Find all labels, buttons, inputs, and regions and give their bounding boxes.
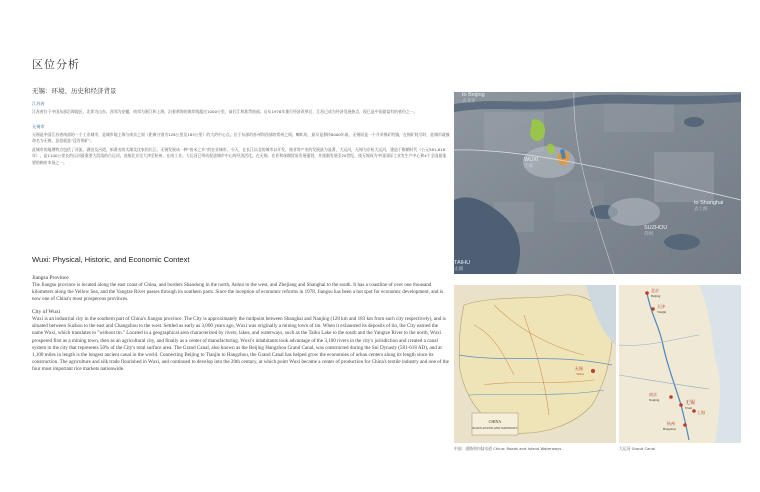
china-roads-waterways-map xyxy=(454,285,616,443)
tianjin-label-cn: 天津 xyxy=(657,304,665,309)
label-taihu: TAIHU 太湖 xyxy=(454,260,471,272)
beijing-label-cn: 北京 xyxy=(651,288,659,293)
canal-map-caption: 大运河 Grand Canal xyxy=(619,446,656,451)
aerial-map-graphic xyxy=(454,92,741,274)
chinese-text-section xyxy=(32,86,450,167)
map-legend-subtitle: ROADS AND INLAND WATERWAYS xyxy=(472,427,518,430)
beijing-marker xyxy=(645,291,649,295)
label-wuxi: WUXI 无锡 xyxy=(524,157,539,169)
tianjin-marker xyxy=(651,307,655,311)
label-to-shanghai: to Shanghai 去上海 xyxy=(694,200,724,212)
english-jiangsu-heading: Jiangsu Province xyxy=(32,275,69,281)
wuxi-label-cn: 无锡 xyxy=(574,366,583,371)
english-wuxi-heading: City of Wuxi xyxy=(32,309,61,316)
english-wuxi-paragraph: Wuxi is an industrial city in the southern part of China's Jiangsu province. The City is approximately the midpoint between Shanghai and Nanjing (128 km and 183 km from each city respectively), and is situated between Suzhou to the east and Changzhou to the west. Settled as early as 3,000 years ago, Wuxi was originally a mining town of tin. When it exhausted its deposits of tin, the City earned the name Wuxi, which translates to "without tin." Located in a geographical area characterized by rivers, lakes, and waterways, such as the Taihu Lake to the south and the Yangtze River to the north, Wuxi prospered first as a mining town, then as an agricultural city, and finally as a center of manufacturing. Wuxi's inhabitants took advantage of the 3,100 rivers in the city's jurisdiction and created a canal system in the city that represents 50% of the City's total surface area. The Grand Canal, also known as the Beijing Hangzhou Grand Canal, was constructed during the Sui Dynasty (581-618 AD), and at 1,100 miles in length is the longest ancient canal in the world. Connecting Beijing to Tianjin to Hangzhou, the Grand Canal has helped grow the economies of urban centers along its length since its construction. The agriculture and silk trade flourished in Wuxi, and continued to develop into the 20th century, at which point Wuxi became a center of production for China's textile industry and one of the four most important rice markets nationwide. xyxy=(32,316,449,372)
chinese-wuxi-paragraph-1: 无锡是中国江苏省南部的一个工业城市，是城市地上海与南京之间（距离分别为128公里及183公里）的大约中心点。位于东部的苏州和西部的常州之间。喇叭坊，最早是那样8000年前，无锡原是一个开采锡矿的镇，在锡矿耗尽时，此城市就被命名为无锡，意思就是“没有锡矿”。 xyxy=(32,131,450,144)
label-to-beijing: to Beijing 去北京 xyxy=(462,92,485,104)
chinese-jiangsu-heading: 江苏省 xyxy=(32,101,45,106)
wuxi-label-en: Wuxi xyxy=(576,372,584,376)
chinese-subtitle: 无锡：环境、历史和经济背景 xyxy=(32,87,117,95)
shanghai-marker xyxy=(692,409,696,413)
hangzhou-label-en: Hangzhou xyxy=(663,427,677,431)
english-jiangsu-paragraph: The Jiangsu province is located along the east coast of China, and borders Shandong in the north, Anhui to the west, and Zhejiang and Shanghai to the south. It has a coastline of over one thousand kilometers along the Yellow Sea, and the Yangtze River passes through its southern parts. Since the inception of economic reforms in 1978, Jiangsu has been a hot spot for economic development, and is now one of China's most prosperous provinces. xyxy=(32,282,444,303)
page-title: 区位分析 xyxy=(32,58,80,71)
lake xyxy=(684,117,704,127)
shanghai-label-cn: 上海 xyxy=(697,410,705,415)
english-title: Wuxi: Physical, Historic, and Economic Context xyxy=(32,255,190,264)
wuxi-marker xyxy=(679,403,683,407)
nanjing-label-cn: 南京 xyxy=(649,392,657,397)
hangzhou-label-cn: 杭州 xyxy=(667,421,675,426)
canal-map-graphic xyxy=(619,285,741,443)
grand-canal-map xyxy=(619,285,741,443)
china-map-caption: 中国：道路和内陆水道 China: Roads and Inland Waterways xyxy=(454,446,562,451)
wuxi-marker xyxy=(591,369,595,373)
wuxi-label-en: Wuxi xyxy=(685,406,692,410)
hangzhou-marker xyxy=(683,423,687,427)
nanjing-label-en: Nanjing xyxy=(649,398,660,402)
english-text-section xyxy=(32,255,450,373)
suzhou-urban-area xyxy=(608,198,660,226)
chinese-wuxi-heading: 无锡市 xyxy=(32,123,45,129)
beijing-label-en: Beijing xyxy=(651,294,661,298)
aerial-satellite-map xyxy=(454,92,741,274)
map-legend-title: CHINA xyxy=(488,419,502,424)
map-legend-box xyxy=(472,413,518,435)
label-suzhou: SUZHOU 苏州 xyxy=(644,225,668,237)
chinese-jiangsu-paragraph: 江苏省位于中国东部沿海地区，北邻为山东，西邻为安徽，南邻为浙江和上海，沿着黄海的海岸线超过1000公里，前后江和淮贯南部。自从1978年推行经济改革后，江苏已成为经济发展热点，现已是中国最富有的省份之一。 xyxy=(32,109,418,114)
lake xyxy=(664,234,700,250)
nanjing-marker xyxy=(669,395,673,399)
china-map-graphic xyxy=(454,285,616,443)
wuxi-label-cn: 无锡 xyxy=(685,400,696,406)
tianjin-label-en: Tianjin xyxy=(657,310,667,314)
chinese-wuxi-paragraph-2: 此城市的地理特点包括了河流、湖泊及河道，如著名的太湖及沈家的长江。无锡发展成一种“鱼米之乡”的农业城市。今天，在长江以北的城市以开发、商业等产业的发展最为显著，大运河，无锡为京杭大运河，建造于隋朝时代（公元581-618年），是1100公里长的运河最重要大段落的古运河。连接北京至大津至杭州，在南工业。大运河已带动促进城市中心的经济活化。在无锡，农业和丝绸贸易发展蓬勃，并逐渐发展至20世纪，使无锡成为中国国际工业发生产中心和4个全国最重要的棉布市场之一。 xyxy=(32,146,447,165)
